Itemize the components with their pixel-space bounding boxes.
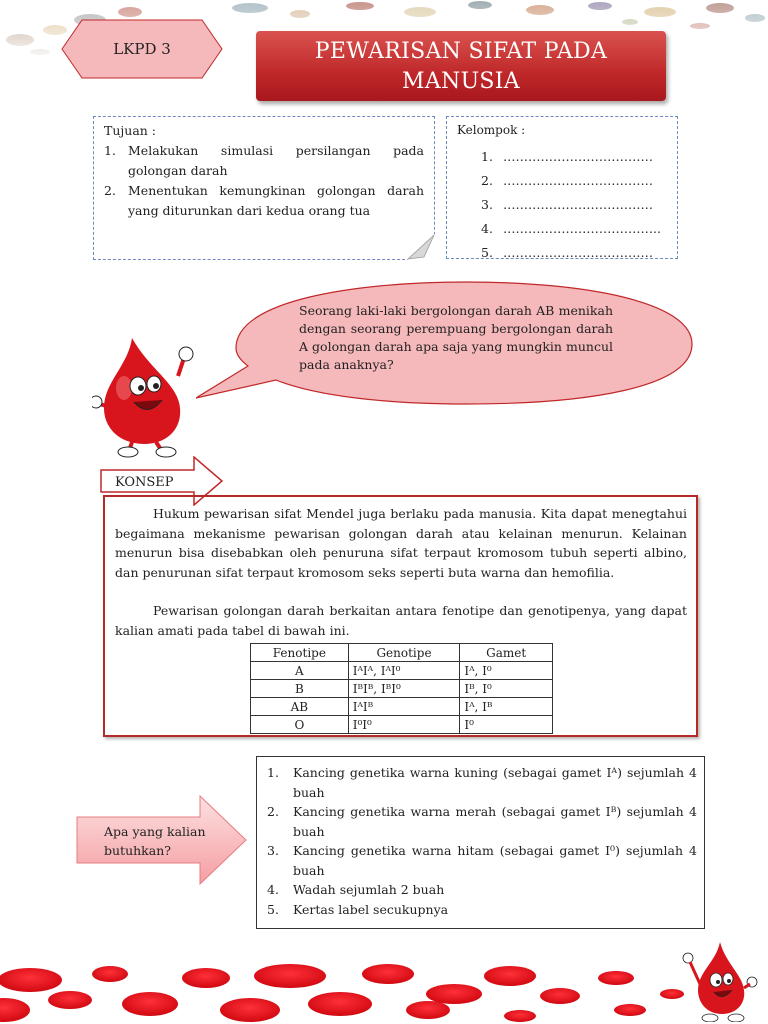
column-header: Genotipe [348,644,460,662]
tujuan-box [93,116,435,260]
member-line[interactable] [481,241,661,265]
konsep-paragraph-1: Hukum pewarisan sifat Mendel juga berlaku pada manusia. Kita dapat menegtahui begaimana mekanisme pewarisan golongan darah atau kelainan menurun. Kelainan menurun bisa disebabkan oleh penuruna sifat terpaut kromosom tubuh seperti albino, dan penurunan sifat terpaut kromosom seks seperti buta warna dan hemofilia. [115,506,687,580]
genotipe-cell: IᴬIᴬ, IᴬI⁰ [348,662,460,680]
question-text: Seorang laki-laki bergolongan darah AB menikah dengan seorang perempuang bergolongan darah A golongan darah apa saja yang mungkin muncul pada anaknya? [299,303,613,372]
item-number: 2. [267,804,279,819]
blood-drop-mascot-small-icon [680,940,760,1022]
item-number: 1. [267,765,279,780]
member-blank: ……………………………… [503,197,653,212]
list-item [267,763,697,802]
member-number: 4. [481,221,493,236]
fenotipe-cell: A [251,662,349,680]
table-header-row [251,644,553,662]
item-text: Kancing genetika warna hitam (sebagai gamet I⁰) sejumlah 4 buah [293,843,697,878]
column-header: Gamet [460,644,553,662]
item-number: 1. [104,143,116,158]
gamet-cell: Iᴮ, I⁰ [460,680,553,698]
page-title [256,31,666,101]
member-number: 3. [481,197,493,212]
table-row [251,698,553,716]
title-line-1: PEWARISAN SIFAT PADA [314,39,608,64]
kelompok-box [446,116,678,259]
fenotipe-cell: O [251,716,349,734]
item-number: 2. [104,183,116,198]
konsep-paragraph-2: Pewarisan golongan darah berkaitan antara fenotipe dan genotipenya, yang dapat kalian amati pada tabel di bawah ini. [115,603,687,638]
member-line[interactable] [481,193,661,217]
member-blank: ……………………………….. [503,221,661,236]
item-text: Melakukan simulasi persilangan pada golongan darah [128,143,424,178]
member-blank: ……………………………… [503,245,653,260]
gamet-cell: I⁰ [460,716,553,734]
gamet-cell: Iᴬ, Iᴮ [460,698,553,716]
list-item [267,841,697,880]
konsep-box [103,495,698,737]
list-item [104,181,424,221]
list-item [104,141,424,181]
lkpd-number: LKPD 3 [113,40,171,58]
gamet-cell: Iᴬ, I⁰ [460,662,553,680]
genotipe-cell: IᴬIᴮ [348,698,460,716]
member-number: 1. [481,149,493,164]
blood-drop-mascot-icon [92,336,202,458]
item-text: Kancing genetika warna merah (sebagai gamet Iᴮ) sejumlah 4 buah [293,804,697,839]
item-number: 3. [267,843,279,858]
table-row [251,680,553,698]
item-text: Menentukan kemungkinan golongan darah yang diturunkan dari kedua orang tua [128,183,424,218]
genotipe-cell: IᴮIᴮ, IᴮI⁰ [348,680,460,698]
kelompok-list [481,145,661,265]
member-blank: ……………………………… [503,149,653,164]
item-text: Kertas label secukupnya [293,901,449,917]
list-item [267,880,697,900]
member-line[interactable] [481,217,661,241]
tujuan-list [104,141,424,221]
kebutuhan-label: Apa yang kalian butuhkan? [104,824,206,858]
fenotipe-cell: AB [251,698,349,716]
table-row [251,716,553,734]
konsep-label: KONSEP [115,475,174,490]
column-header: Fenotipe [251,644,349,662]
member-line[interactable] [481,145,661,169]
list-item [267,802,697,841]
item-number: 5. [267,901,279,917]
member-line[interactable] [481,169,661,193]
materials-box [256,756,705,929]
member-blank: ……………………………… [503,173,653,188]
table-row [251,662,553,680]
genotype-table [250,643,553,734]
list-item [267,900,697,920]
item-text: Wadah sejumlah 2 buah [293,882,445,897]
member-number: 5. [481,245,493,260]
fenotipe-cell: B [251,680,349,698]
lkpd-tag [60,18,224,80]
title-line-2: MANUSIA [402,69,520,94]
blood-cells-footer [0,960,768,1024]
item-number: 4. [267,882,279,897]
kelompok-title: Kelompok : [457,123,526,137]
tujuan-title: Tujuan : [104,123,157,138]
genotipe-cell: I⁰I⁰ [348,716,460,734]
item-text: Kancing genetika warna kuning (sebagai gamet Iᴬ) sejumlah 4 buah [293,765,697,800]
materials-list [267,763,697,919]
page-curl-icon [406,233,436,261]
member-number: 2. [481,173,493,188]
